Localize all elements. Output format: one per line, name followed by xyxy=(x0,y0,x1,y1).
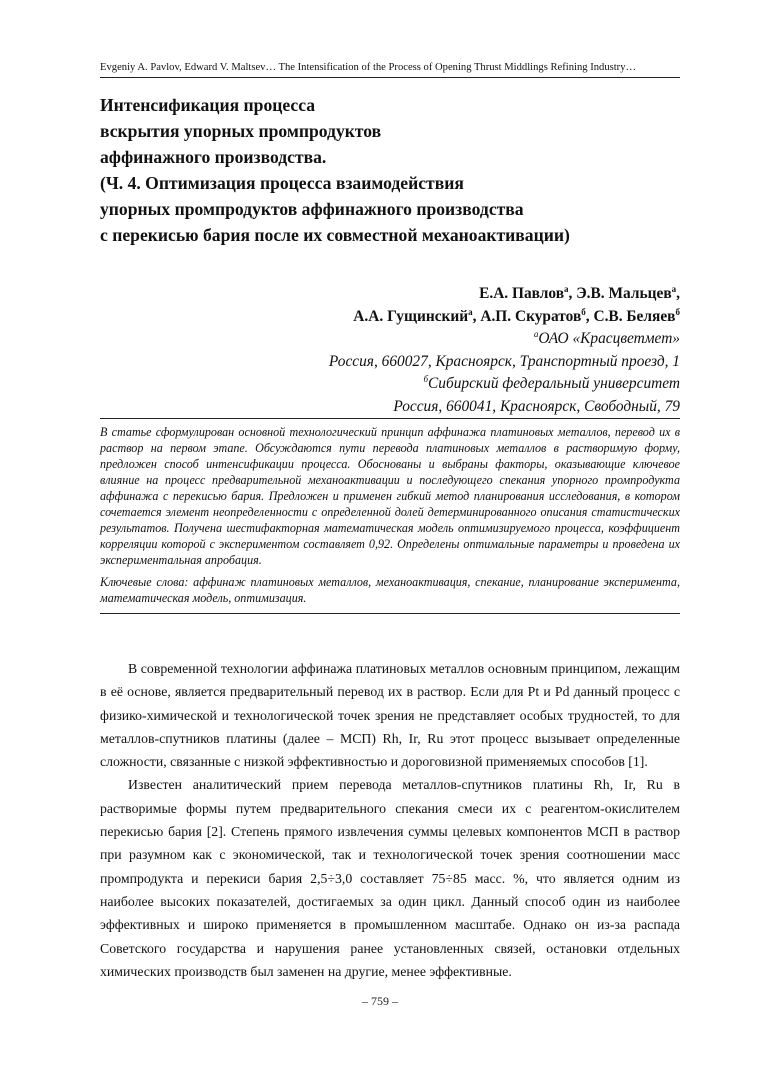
author-name: , Э.В. Мальцев xyxy=(568,285,672,302)
title-line: с перекисью бария после их совместной механоактивации) xyxy=(100,225,570,245)
authors-line-2 xyxy=(329,306,680,329)
affiliation-mark: б xyxy=(581,306,586,317)
author-name: , А.П. Скуратов xyxy=(472,307,582,325)
affiliation-mark: а xyxy=(533,329,539,339)
page-number: – 759 – xyxy=(362,994,398,1008)
title-line: (Ч. 4. Оптимизация процесса взаимодействия xyxy=(100,173,464,193)
affiliation-mark: б xyxy=(675,306,680,317)
affiliation-name: ОАО «Красцветмет» xyxy=(538,330,680,347)
running-head: Evgeniy A. Pavlov, Edward V. Maltsev… The Intensification of the Process of Opening Thrust Middlings Refining Industry… xyxy=(100,62,680,78)
affiliation-b-name xyxy=(329,373,680,396)
title-line: упорных промпродуктов аффинажного производства xyxy=(100,199,524,219)
author-block xyxy=(329,283,680,418)
title-line: вскрытия упорных промпродуктов xyxy=(100,121,382,141)
body-text xyxy=(100,657,680,983)
keywords: Ключевые слова: аффинаж платиновых металлов, механоактивация, спекание, планирование эксперимента, математическая модель, оптимизация. xyxy=(100,575,680,605)
separator: , xyxy=(676,285,680,302)
author-name: Е.А. Павлов xyxy=(479,285,565,302)
article-title xyxy=(100,92,690,248)
abstract: В статье сформулирован основной технологический принцип аффинажа платиновых металлов, перевод их в раствор на первом этапе. Обсуждаются пути перевода платиновых металлов в растворимую форму, предложен способ интенсификации процесса. Обоснованы и выбраны факторы, оказывающие ключевое влияние на процесс предварительной механоактивации и последующего спекания упорного промпродукта аффинажа с перекисью бария. Предложен и применен гибкий метод планирования исследования, в котором сочетается элемент неопределенности с определенной долей детерминированного описания статистических результатов. Получена шестифакторная математическая модель оптимизируемого процесса, коэффициент корреляции которой с экспериментом составляет 0,92. Определены оптимальные параметры и проведена их экспериментальная апробация. xyxy=(100,425,680,567)
affiliation-a-address: Россия, 660027, Красноярск, Транспортный проезд, 1 xyxy=(328,352,680,370)
paragraph: В современной технологии аффинажа платиновых металлов основным принципом, лежащим в её основе, является предварительный перевод их в раствор. Если для Pt и Pd данный процесс с физико-химической и технологической точек зрения не представляет особых трудностей, то для металлов-спутников платины (далее – МСП) Rh, Ir, Ru этот процесс вызывает определенные сложности, связанные с низкой эффективностью и дороговизной применяемых способов [1]. xyxy=(100,661,680,770)
abstract-box xyxy=(100,418,680,614)
title-line: аффинажного производства. xyxy=(100,147,327,167)
paragraph: Известен аналитический прием перевода металлов-спутников платины Rh, Ir, Ru в растворимые формы путем предварительного спекания смеси их с реагентом-окислителем перекисью бария [2]. Степень прямого извлечения суммы целевых компонентов МСП в раствор при разумном как с экономической, так и технологической точек зрения соотношении масс промпродукта и перекиси бария 2,5÷3,0 составляет 75÷85 масс. %, что является одним из наиболее высоких показателей, достигаемых за один цикл. Данный способ один из наиболее эффективных и широко применяется в промышленном масштабе. Однако он из-за распада Советского государства и нарушения ранее установленных связей, остановки отдельных химических производств был заменен на другие, менее эффективные. xyxy=(100,777,680,979)
author-name: А.А. Гущинский xyxy=(353,307,469,325)
authors-line-1 xyxy=(329,283,680,306)
title-line: Интенсификация процесса xyxy=(100,95,316,115)
affiliation-mark: а xyxy=(564,284,569,294)
affiliation-mark: б xyxy=(423,374,428,384)
author-name: , С.В. Беляев xyxy=(585,307,676,325)
affiliation-a-name xyxy=(329,328,680,351)
affiliation-b-address: Россия, 660041, Красноярск, Свободный, 79 xyxy=(393,397,680,415)
affiliation-mark: а xyxy=(468,306,473,317)
affiliation-name: Сибирский федеральный университет xyxy=(428,375,680,392)
affiliation-mark: а xyxy=(671,284,677,294)
